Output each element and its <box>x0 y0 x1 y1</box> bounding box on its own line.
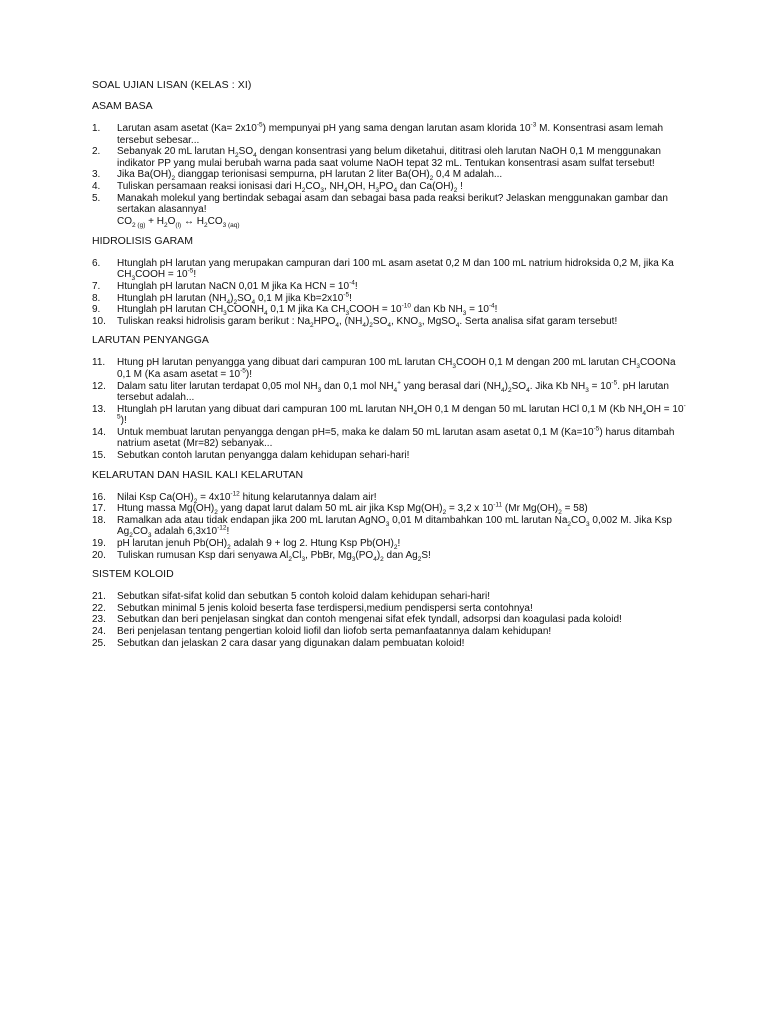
question-text: Tuliskan rumusan Ksp dari senyawa $Al_2Cl_3$, PbBr, $Mg_3(PO_4)_2$ dan $Ag_2S$! <box>117 549 431 563</box>
question-text: Sebutkan sifat-sifat kolid dan sebutkan 5 contoh koloid dalam kehidupan sehari-hari! <box>117 591 491 603</box>
question-item <box>92 626 688 638</box>
question-number: 15. <box>92 450 106 462</box>
section <box>92 100 688 228</box>
question-number: 20. <box>92 549 106 561</box>
question-item <box>92 591 688 603</box>
question-item <box>92 258 688 281</box>
question-text: Larutan asam asetat $(Ka= 2x10^{-5})$ mempunyai pH yang sama dengan larutan asam klorida $10^{-3}$ M. Konsentrasi asam lemah tersebut sebesar... <box>117 121 664 146</box>
question-number: 11. <box>92 357 106 369</box>
question-item <box>92 123 688 146</box>
question-number: 21. <box>92 591 106 603</box>
question-number: 7. <box>92 280 101 292</box>
question-number: 10. <box>92 315 106 327</box>
question-text: Htunglah pH larutan yang merupakan campuran dari 100 mL asam asetat 0,2 M dan 100 mL natrium hidroksida 0,2 M, jika Ka $CH_3COOH = 10^{-5}$! <box>117 257 674 283</box>
section <box>92 568 688 649</box>
section <box>92 235 688 328</box>
question-item <box>92 538 688 550</box>
question-text: Sebanyak 20 mL larutan $H_2SO_4$ dengan konsentrasi yang belum diketahui, dititrasi oleh larutan NaOH 0,1 M menggunakan indikator PP yang mulai berubah warna pada saat volume NaOH tepat 32 mL. Tentukan konsentrasi asam sulfat tersebut! <box>117 146 661 169</box>
question-item <box>92 381 688 404</box>
question-number: 16. <box>92 491 106 503</box>
question-number: 12. <box>92 380 106 392</box>
question-text: Htung massa $Mg(OH)_2$ yang dapat larut dalam 50 mL air jika Ksp $Mg(OH)_2 = 3,2$ x $10^{-11}$ (Mr $Mg(OH)_2 = 58$) <box>117 501 588 517</box>
question-text: Jika $Ba(OH)_2$ dianggap terionisasi sempurna, pH larutan 2 liter $Ba(OH)_2$ 0,4 M adalah... <box>117 169 503 183</box>
question-item <box>92 515 688 538</box>
question-item <box>92 193 688 228</box>
question-text: pH larutan jenuh $Pb(OH)_2$ adalah 9 + log 2. Htung Ksp $Pb(OH)_2$! <box>117 538 401 552</box>
question-text: Beri penjelasan tentang pengertian koloid liofil dan liofob serta pemanfaatannya dalam kehidupan! <box>117 626 552 637</box>
document-title: SOAL UJIAN LISAN (KELAS : XI) <box>92 79 252 91</box>
question-number: 3. <box>92 169 101 181</box>
question-item <box>92 304 688 316</box>
question-item <box>92 450 688 462</box>
question-number: 8. <box>92 292 101 304</box>
section-title: HIDROLISIS GARAM <box>92 234 193 247</box>
question-number: 9. <box>92 304 101 316</box>
question-text: Htunglah pH larutan $CH_3COONH_4$ 0,1 M jika Ka $CH_3COOH = 10^{-10}$ dan Kb $NH_3 = 10^{-4}$! <box>117 302 498 318</box>
section-title: KELARUTAN DAN HASIL KALI KELARUTAN <box>92 468 304 481</box>
question-number: 18. <box>92 514 106 526</box>
question-item <box>92 638 688 650</box>
question-item <box>92 603 688 615</box>
question-number: 19. <box>92 538 106 550</box>
question-text: Sebutkan dan jelaskan 2 cara dasar yang digunakan dalam pembuatan koloid! <box>117 637 465 649</box>
question-number: 23. <box>92 614 106 626</box>
question-number: 14. <box>92 426 106 438</box>
document-page <box>92 79 688 656</box>
question-item <box>92 427 688 450</box>
question-text: Tuliskan persamaan reaksi ionisasi dari $H_2CO_3$, $NH_4OH$, $H_3PO_4$ dan $Ca(OH)_2$ ! <box>117 180 463 194</box>
reaction-equation: $CO_{2 (g)} + H_2O_{(l)}$ ↔ $H_2CO_{3 (aq)}$ <box>117 215 240 229</box>
section <box>92 334 688 461</box>
question-text: Sebutkan dan beri penjelasan singkat dan contoh mengenai sifat efek tyndall, adsorpsi dan koagulasi pada koloid! <box>117 614 622 626</box>
question-item <box>92 550 688 562</box>
question-text: Nilai Ksp $Ca(OH)_2 = 4x10^{-12}$ hitung kelarutannya dalam air! <box>117 490 377 505</box>
question-item <box>92 181 688 193</box>
question-text: Dalam satu liter larutan terdapat 0,05 mol $NH_3$ dan 0,1 mol $NH_4^+$ yang berasal dari $(NH_4)_2SO_4$. Jika Kb $NH_3 = 10^{-5}$. pH larutan tersebut adalah... <box>117 379 669 404</box>
question-text: Htung pH larutan penyangga yang dibuat dari campuran 100 mL larutan $CH_3COOH$ 0,1 M dengan 200 mL larutan $CH_3COONa$ 0,1 M (Ka asam asetat = $10^{-5}$)! <box>117 357 676 380</box>
question-item <box>92 169 688 181</box>
question-number: 17. <box>92 503 106 515</box>
question-number: 25. <box>92 637 106 649</box>
sections-container <box>92 100 688 649</box>
question-text: Manakah molekul yang bertindak sebagai asam dan sebagai basa pada reaksi berikut? Jelaskan menggunakan gambar dan sertakan alasannya! $CO_{2 (g)} + H_2O_{(l)}$ ↔ $H_2CO_{3 (aq)}$ <box>117 193 688 228</box>
question-number: 24. <box>92 626 106 637</box>
question-item <box>92 492 688 504</box>
question-number: 2. <box>92 146 101 158</box>
question-text: Untuk membuat larutan penyangga dengan pH=5, maka ke dalam 50 mL larutan asam asetat 0,1 M $(Ka=10^{-5})$ harus ditambah natrium asetat (Mr=82) sebanyak... <box>117 425 675 450</box>
question-item <box>92 316 688 328</box>
question-text: Sebutkan minimal 5 jenis koloid beserta fase terdispersi,medium pendispersi serta contohnya! <box>117 602 533 614</box>
question-text: Htunglah pH larutan $(NH_4)_2SO_4$ 0,1 M jika $Kb=2x10^{-5}$! <box>117 291 352 306</box>
question-number: 22. <box>92 602 106 614</box>
question-item <box>92 404 688 427</box>
question-item <box>92 281 688 293</box>
question-item <box>92 357 688 380</box>
question-text: Ramalkan ada atau tidak endapan jika 200 mL larutan AgNO$_3$ 0,01 M ditambahkan 100 mL larutan $Na_2CO_3$ 0,002 M. Jika Ksp $Ag_2CO_3$ adalah $6,3x10^{-12}$! <box>117 514 672 540</box>
question-item <box>92 146 688 169</box>
question-number: 5. <box>92 192 101 204</box>
question-item <box>92 293 688 305</box>
section-title: SISTEM KOLOID <box>92 568 174 581</box>
section-title: LARUTAN PENYANGGA <box>92 334 209 347</box>
question-number: 4. <box>92 180 101 192</box>
question-item <box>92 503 688 515</box>
question-number: 1. <box>92 123 101 134</box>
question-text: Htunglah pH larutan NaCN 0,01 M jika Ka HCN = $10^{-4}$! <box>117 279 358 292</box>
question-text: Htunglah pH larutan yang dibuat dari campuran 100 mL larutan $NH_4OH$ 0,1 M dengan 50 mL larutan HCl 0,1 M (Kb $NH_4OH = 10^{-5}$)! <box>117 402 686 427</box>
question-text: Tuliskan reaksi hidrolisis garam berikut : $Na_2HPO_4$, $(NH_4)_2SO_4$, $KNO_3$, MgSO$_4$. Serta analisa sifat garam tersebut! <box>117 315 618 329</box>
question-number: 13. <box>92 403 106 415</box>
question-text: Sebutkan contoh larutan penyangga dalam kehidupan sehari-hari! <box>117 450 410 462</box>
section <box>92 469 688 562</box>
question-item <box>92 614 688 626</box>
question-number: 6. <box>92 257 101 269</box>
section-title: ASAM BASA <box>92 100 153 112</box>
